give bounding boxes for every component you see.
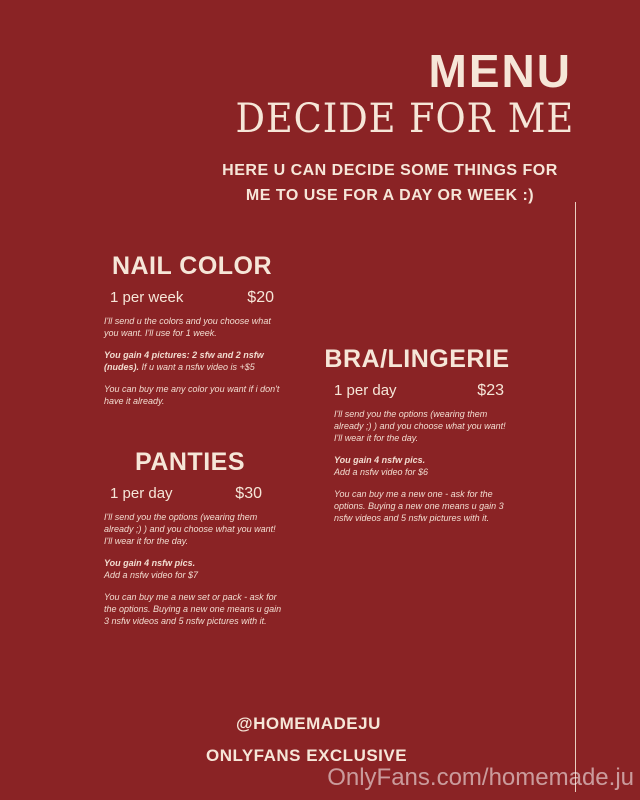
- section-title: BRA/LINGERIE: [324, 345, 510, 373]
- desc-bold: You gain 4 pictures: 2 sfw and 2 nsfw (nudes).: [104, 350, 264, 372]
- desc-rest: Add a nsfw video for $6: [334, 467, 429, 477]
- description: [322, 408, 512, 524]
- frequency: 1 per day: [110, 485, 173, 502]
- section-nail-color: [104, 252, 282, 417]
- desc-bold: You gain 4 nsfw pics.: [104, 558, 196, 568]
- desc-para-3: You can buy me any color you want if i don't have it already.: [104, 384, 280, 406]
- desc-para-1: I'll send you the options (wearing them already ;) ) and you choose what you want! I'll wear it for the day.: [104, 512, 276, 546]
- section-panties: [104, 448, 282, 637]
- desc-rest: Add a nsfw video for $7: [104, 570, 199, 580]
- desc-rest: If u want a nsfw video is +$5: [139, 362, 255, 372]
- intro-text: [190, 158, 590, 208]
- desc-para-2: [334, 454, 512, 478]
- price: $30: [235, 485, 262, 502]
- description: [104, 511, 282, 627]
- footer-exclusive: ONLYFANS EXCLUSIVE: [206, 746, 408, 765]
- menu-title: MENU: [428, 45, 572, 97]
- desc-bold: You gain 4 nsfw pics.: [334, 455, 426, 465]
- frequency: 1 per week: [110, 289, 184, 306]
- desc-para-3: You can buy me a new one - ask for the options. Buying a new one means u gain 3 nsfw videos and 5 nsfw pictures with it.: [334, 489, 504, 523]
- intro-line-1: HERE U CAN DECIDE SOME THINGS FOR: [222, 162, 558, 179]
- intro-line-2: ME TO USE FOR A DAY OR WEEK :): [245, 187, 535, 204]
- watermark: OnlyFans.com/homemade.ju: [327, 764, 634, 791]
- section-title: PANTIES: [135, 448, 245, 476]
- price-row: [104, 485, 282, 503]
- description: [104, 315, 282, 407]
- desc-para-2: [104, 349, 282, 373]
- price: $23: [477, 382, 504, 399]
- price: $20: [247, 289, 274, 306]
- section-title: NAIL COLOR: [111, 252, 273, 280]
- section-bra-lingerie: [322, 345, 512, 534]
- divider-line: [575, 202, 576, 792]
- desc-para-1: I'll send u the colors and you choose what you want. I'll use for 1 week.: [104, 316, 271, 338]
- price-row: [104, 289, 282, 307]
- price-row: [322, 382, 512, 400]
- desc-para-2: [104, 557, 282, 581]
- frequency: 1 per day: [334, 382, 397, 399]
- desc-para-3: You can buy me a new set or pack - ask for the options. Buying a new one means u gain 3 nsfw videos and 5 nsfw pictures with it.: [104, 592, 282, 626]
- page-subtitle: DECIDE FOR ME: [235, 96, 574, 142]
- desc-para-1: I'll send you the options (wearing them already ;) ) and you choose what you want! I'll wear it for the day.: [334, 409, 506, 443]
- footer-handle: @HOMEMADEJU: [236, 714, 381, 733]
